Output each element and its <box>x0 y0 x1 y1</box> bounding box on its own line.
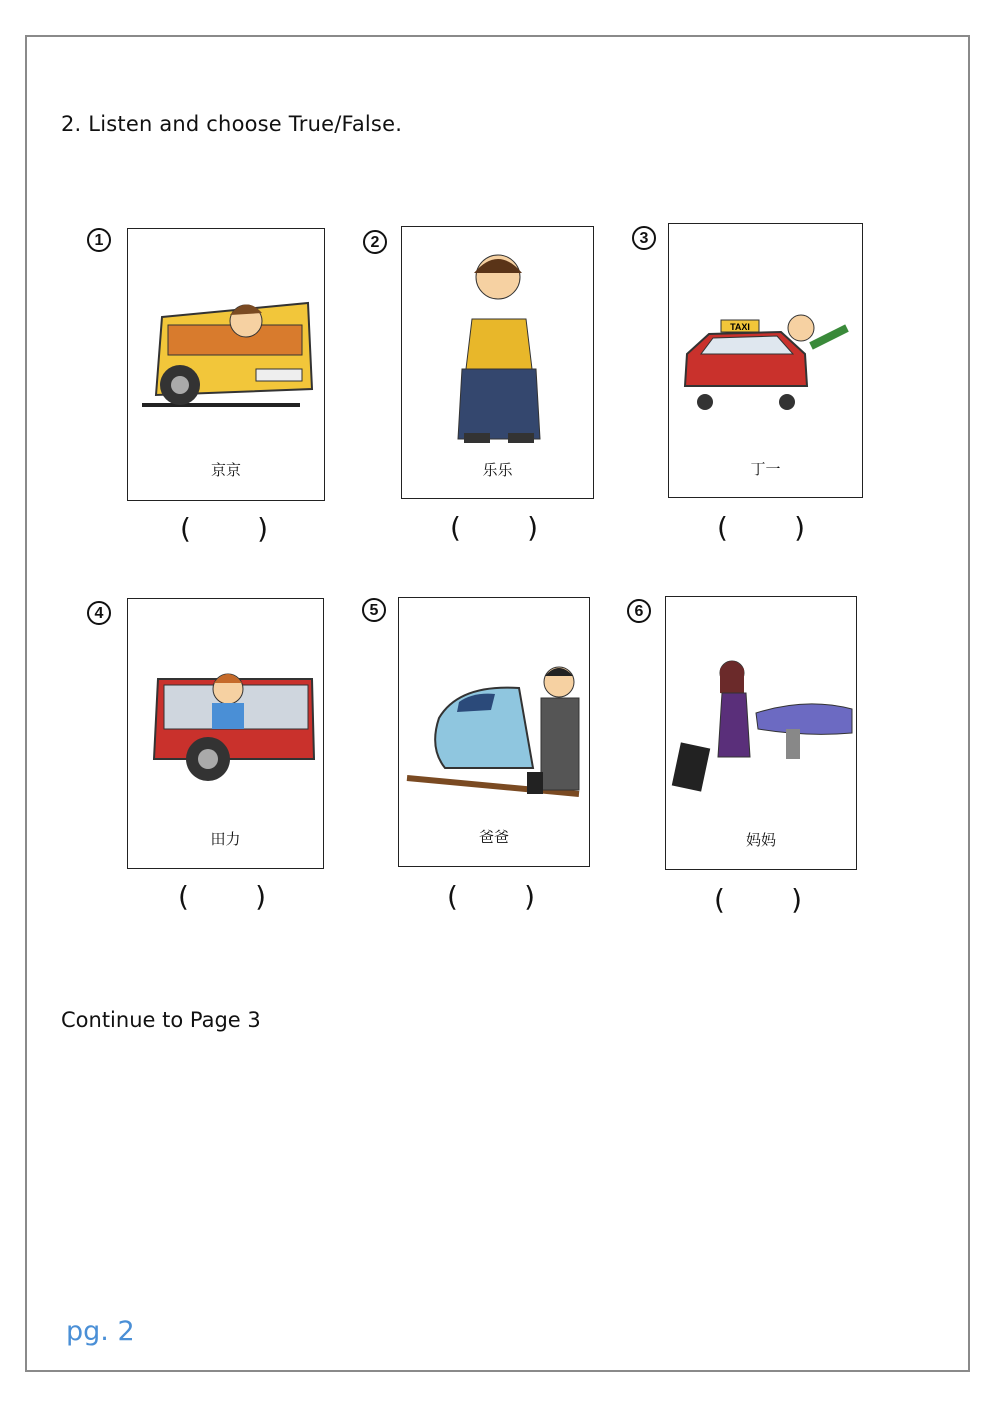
taxi-sign: TAXI <box>730 322 750 332</box>
card-name-4: 田力 <box>210 830 241 848</box>
card-number-3: 3 <box>632 226 656 250</box>
answer-blank-1[interactable] <box>180 512 268 545</box>
card-6 <box>665 596 857 870</box>
answer-blank-3[interactable] <box>717 511 805 544</box>
continue-note: Continue to Page 3 <box>61 1008 261 1032</box>
card-number-1: 1 <box>87 228 111 252</box>
close-bracket: ) <box>257 512 268 545</box>
card-4 <box>127 598 324 869</box>
answer-blank-4[interactable] <box>178 880 266 913</box>
answer-blank-2[interactable] <box>450 511 538 544</box>
card-number-5: 5 <box>362 598 386 622</box>
card-name-5: 爸爸 <box>478 828 509 846</box>
open-bracket: ( <box>450 511 461 544</box>
close-bracket: ) <box>524 880 535 913</box>
answer-blank-5[interactable] <box>447 880 535 913</box>
card-name-6: 妈妈 <box>745 831 776 849</box>
card-1 <box>127 228 325 501</box>
page-number: pg. 2 <box>66 1316 135 1347</box>
card-3 <box>668 223 863 498</box>
card-number-2: 2 <box>363 230 387 254</box>
close-bracket: ) <box>255 880 266 913</box>
open-bracket: ( <box>717 511 728 544</box>
close-bracket: ) <box>527 511 538 544</box>
open-bracket: ( <box>714 883 725 916</box>
close-bracket: ) <box>791 883 802 916</box>
open-bracket: ( <box>180 512 191 545</box>
open-bracket: ( <box>447 880 458 913</box>
card-name-3: 丁一 <box>750 460 781 478</box>
card-name-2: 乐乐 <box>482 461 513 479</box>
open-bracket: ( <box>178 880 189 913</box>
card-number-4: 4 <box>87 601 111 625</box>
question-heading: 2. Listen and choose True/False. <box>61 112 403 136</box>
close-bracket: ) <box>794 511 805 544</box>
answer-blank-6[interactable] <box>714 883 802 916</box>
card-5 <box>398 597 590 867</box>
card-2 <box>401 226 594 499</box>
card-number-6: 6 <box>627 599 651 623</box>
card-name-1: 京京 <box>210 461 241 479</box>
